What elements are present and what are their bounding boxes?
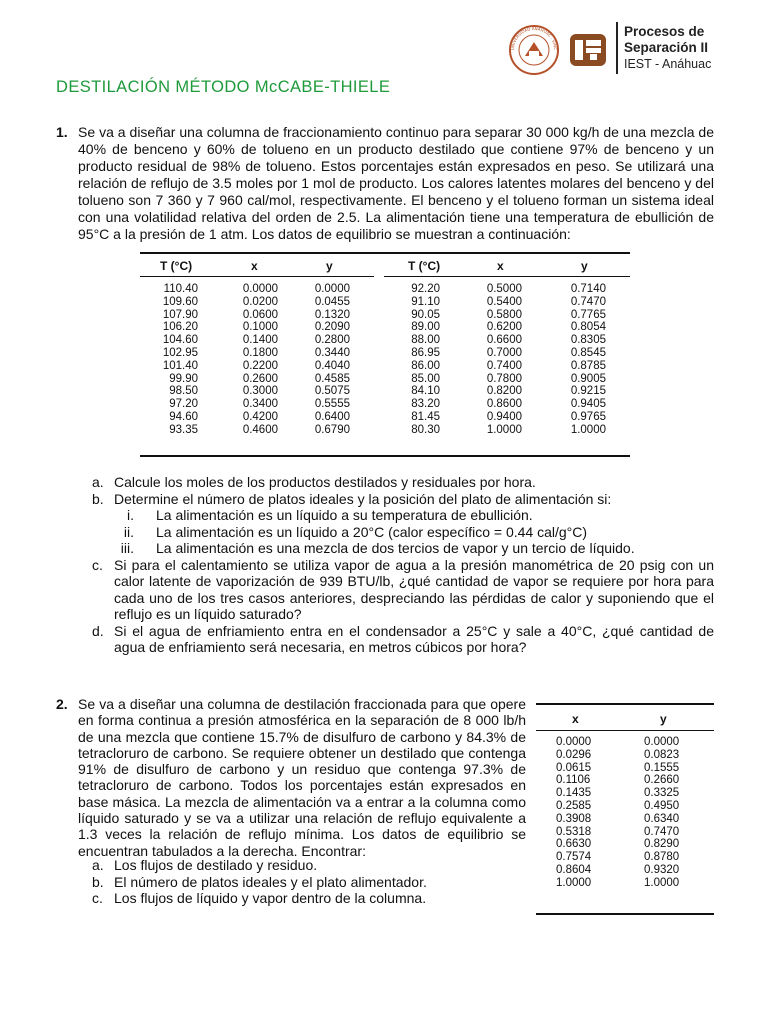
iest-logo-icon bbox=[568, 30, 608, 70]
table-header-rule-right bbox=[384, 276, 630, 277]
table-cell: 0.4950 bbox=[644, 799, 680, 812]
table-cell: 0.8290 bbox=[644, 838, 680, 851]
table-cell: 1.0000 bbox=[644, 876, 680, 889]
table-cell: 0.0600 bbox=[242, 308, 278, 321]
table-cell: 0.7470 bbox=[644, 825, 680, 838]
list-item bbox=[92, 474, 714, 491]
item-label: a. bbox=[92, 857, 104, 873]
table-cell: 0.5400 bbox=[486, 295, 522, 308]
problem-1-statement: Se va a diseñar una columna de fraccionamiento continuo para separar 30 000 kg/h de una mezcla de 40% de benceno y 60% de tolueno en un producto destilado que contiene 97% de benceno y un producto residual de 98% de tolueno. Estos porcentajes están expresados en peso. Se utilizará una relación de reflujo de 3.5 moles por 1 mol de producto. Los calores latentes molares del benceno y del tolueno son 7 360 y 7 960 cal/mol, respectivamente. El benceno y el tolueno forman un sistema ideal con una volatilidad relativa del orden de 2.5. La alimentación tiene una temperatura de ebullición de 95°C a la presión de 1 atm. Los datos de equilibrio se muestran a continuación: bbox=[78, 124, 714, 242]
table-cell: 0.0000 bbox=[242, 283, 278, 295]
table-cell: 98.50 bbox=[169, 385, 198, 398]
table-cell: 0.6790 bbox=[314, 423, 350, 436]
table-cell: 0.7800 bbox=[486, 372, 522, 385]
table-cell: 93.35 bbox=[169, 423, 198, 436]
table-bottom-rule bbox=[140, 455, 630, 457]
item-label: d. bbox=[92, 622, 104, 639]
seal-text: UNIVERSIDAD ANÁHUAC · VINC bbox=[509, 25, 559, 51]
table-cell: 0.8200 bbox=[486, 385, 522, 398]
table-cell: 0.3908 bbox=[556, 812, 592, 825]
table-cell: 104.60 bbox=[162, 334, 198, 347]
column-y2 bbox=[564, 283, 606, 437]
table-cell: 0.2585 bbox=[556, 799, 592, 812]
table-cell: 0.6600 bbox=[486, 334, 522, 347]
table-cell: 0.6340 bbox=[644, 812, 680, 825]
table-cell: 1.0000 bbox=[570, 423, 606, 436]
table-cell: 0.0615 bbox=[556, 761, 592, 774]
table-cell: 0.2090 bbox=[314, 321, 350, 334]
table-cell: 0.5800 bbox=[486, 308, 522, 321]
table-cell: 0.6630 bbox=[556, 838, 592, 851]
page-title: DESTILACIÓN MÉTODO McCABE-THIELE bbox=[56, 78, 391, 96]
list-item bbox=[92, 874, 492, 891]
table-cell: 0.8054 bbox=[570, 321, 606, 334]
university-seal-icon bbox=[508, 24, 560, 76]
table-cell: 0.7140 bbox=[570, 283, 606, 295]
table-cell: 97.20 bbox=[169, 398, 198, 411]
table-cell: 92.20 bbox=[411, 283, 440, 295]
item-text: La alimentación es un líquido a su temperatura de ebullición. bbox=[156, 507, 533, 523]
table-top-rule bbox=[536, 703, 714, 705]
table-cell: 0.0455 bbox=[314, 295, 350, 308]
sub-list-item bbox=[92, 540, 714, 557]
table-cell: 0.2660 bbox=[644, 774, 680, 787]
item-label: iii. bbox=[120, 540, 134, 556]
table-cell: 0.8780 bbox=[644, 851, 680, 864]
col-header-x1: x bbox=[251, 259, 258, 273]
item-label: c. bbox=[92, 890, 103, 906]
table-cell: 1.0000 bbox=[486, 423, 522, 436]
item-text: Si para el calentamiento se utiliza vapor de agua a la presión manométrica de 20 psig con un calor latente de vaporización de 939 BTU/lb, ¿qué cantidad de vapor se requiere por hora para cada uno de los tres casos anteriores, despreciando las pérdidas de calor y suponiendo que el reflujo es un líquido saturado? bbox=[114, 556, 714, 622]
table-cell: 81.45 bbox=[411, 410, 440, 423]
table-cell: 85.00 bbox=[411, 372, 440, 385]
table-cell: 86.00 bbox=[411, 359, 440, 372]
column-x2 bbox=[480, 283, 522, 437]
table-cell: 0.0000 bbox=[644, 736, 680, 748]
item-text: La alimentación es un líquido a 20°C (calor específico = 0.44 cal/g°C) bbox=[156, 523, 588, 540]
table-cell: 0.0000 bbox=[314, 283, 350, 295]
item-text: Determine el número de platos ideales y la posición del plato de alimentación si: bbox=[114, 490, 612, 507]
table-cell: 0.2600 bbox=[242, 372, 278, 385]
item-label: b. bbox=[92, 490, 104, 507]
table-header-rule bbox=[536, 730, 714, 731]
col-header-x: x bbox=[572, 712, 579, 726]
item-label: i. bbox=[127, 507, 134, 523]
table-cell: 106.20 bbox=[162, 321, 198, 334]
table-cell: 0.0823 bbox=[644, 748, 680, 761]
table-cell: 83.20 bbox=[411, 398, 440, 411]
table-cell: 0.9765 bbox=[570, 410, 606, 423]
table-cell: 0.7574 bbox=[556, 851, 592, 864]
table-cell: 99.90 bbox=[169, 372, 198, 385]
table-cell: 0.1555 bbox=[644, 761, 680, 774]
institution-name: IEST - Anáhuac bbox=[624, 57, 712, 71]
table-header-rule-left bbox=[140, 276, 374, 277]
table-cell: 0.9005 bbox=[570, 372, 606, 385]
list-item bbox=[92, 491, 714, 508]
table-cell: 110.40 bbox=[163, 283, 198, 295]
table-cell: 0.4200 bbox=[242, 410, 278, 423]
column-y bbox=[644, 736, 694, 890]
col-header-y: y bbox=[660, 712, 667, 726]
col-header-x2: x bbox=[497, 259, 504, 273]
table-cell: 0.8604 bbox=[556, 863, 592, 876]
equilibrium-table-2 bbox=[536, 703, 714, 915]
item-label: ii. bbox=[123, 523, 134, 540]
header-logos bbox=[508, 20, 612, 78]
table-cell: 0.3400 bbox=[242, 398, 278, 411]
problem-1-questions bbox=[92, 474, 714, 656]
item-text: La alimentación es una mezcla de dos tercios de vapor y un tercio de líquido. bbox=[156, 540, 635, 556]
list-item bbox=[92, 557, 714, 623]
item-text: Calcule los moles de los productos destilados y residuales por hora. bbox=[114, 474, 536, 490]
column-x1 bbox=[236, 283, 278, 437]
table-cell: 0.9320 bbox=[644, 863, 680, 876]
table-cell: 0.9215 bbox=[570, 385, 606, 398]
column-t1 bbox=[160, 283, 198, 437]
table-cell: 80.30 bbox=[411, 423, 440, 436]
table-cell: 107.90 bbox=[162, 308, 198, 321]
header-divider bbox=[616, 22, 618, 74]
table-cell: 0.5075 bbox=[314, 385, 350, 398]
problem-2-number: 2. bbox=[56, 696, 68, 712]
table-cell: 89.00 bbox=[411, 321, 440, 334]
table-cell: 86.95 bbox=[411, 346, 440, 359]
table-top-rule bbox=[140, 252, 630, 254]
item-label: c. bbox=[92, 556, 103, 573]
table-cell: 0.3440 bbox=[314, 346, 350, 359]
course-title-line2: Separación II bbox=[624, 40, 709, 55]
table-cell: 88.00 bbox=[411, 334, 440, 347]
sub-list-item bbox=[92, 507, 714, 524]
table-cell: 1.0000 bbox=[556, 876, 592, 889]
table-cell: 0.5318 bbox=[556, 825, 592, 838]
table-cell: 0.1435 bbox=[556, 787, 592, 800]
table-cell: 0.1800 bbox=[242, 346, 278, 359]
table-cell: 0.8545 bbox=[570, 346, 606, 359]
item-label: a. bbox=[92, 474, 104, 490]
table-cell: 0.3000 bbox=[242, 385, 278, 398]
sub-list-item bbox=[92, 524, 714, 541]
item-text: Si el agua de enfriamiento entra en el condensador a 25°C y sale a 40°C, ¿qué cantidad de agua de enfriamiento será necesaria, en metros cúbicos por hora? bbox=[114, 622, 714, 655]
list-item bbox=[92, 890, 492, 907]
table-cell: 0.0000 bbox=[556, 736, 592, 748]
problem-2-questions bbox=[92, 857, 492, 907]
col-header-t1: T (°C) bbox=[160, 259, 193, 273]
table-cell: 0.1320 bbox=[314, 308, 350, 321]
table-cell: 0.8305 bbox=[570, 334, 606, 347]
table-cell: 0.0200 bbox=[242, 295, 278, 308]
table-cell: 0.7400 bbox=[486, 359, 522, 372]
table-cell: 0.6400 bbox=[314, 410, 350, 423]
col-header-y1: y bbox=[326, 259, 333, 273]
table-cell: 0.7765 bbox=[570, 308, 606, 321]
column-x bbox=[556, 736, 606, 890]
table-cell: 94.60 bbox=[169, 410, 198, 423]
problem-1-number: 1. bbox=[56, 124, 68, 140]
table-cell: 0.5555 bbox=[314, 398, 350, 411]
table-cell: 0.8785 bbox=[570, 359, 606, 372]
list-item bbox=[92, 857, 492, 874]
table-cell: 90.05 bbox=[411, 308, 440, 321]
table-cell: 0.0296 bbox=[556, 748, 592, 761]
table-cell: 0.7470 bbox=[570, 295, 606, 308]
table-cell: 0.6200 bbox=[486, 321, 522, 334]
table-cell: 109.60 bbox=[162, 295, 198, 308]
table-cell: 91.10 bbox=[411, 295, 440, 308]
table-cell: 0.3325 bbox=[644, 787, 680, 800]
course-header bbox=[624, 24, 764, 72]
list-item bbox=[92, 623, 714, 656]
course-title-line1: Procesos de bbox=[624, 24, 705, 39]
table-cell: 102.95 bbox=[162, 346, 198, 359]
table-cell: 0.7000 bbox=[486, 346, 522, 359]
table-bottom-rule bbox=[536, 913, 714, 915]
table-cell: 0.8600 bbox=[486, 398, 522, 411]
col-header-y2: y bbox=[581, 259, 588, 273]
table-cell: 0.1000 bbox=[242, 321, 278, 334]
table-cell: 0.1400 bbox=[242, 334, 278, 347]
item-text: El número de platos ideales y el plato alimentador. bbox=[114, 873, 427, 890]
problem-2-statement: Se va a diseñar una columna de destilación fraccionada para que opere en forma continua a presión atmosférica en la separación de 8 000 lb/h de una mezcla que contiene 15.7% de disulfuro de carbono y 84.3% de tetracloruro de carbono. Se requiere obtener un destilado que contenga 91% de disulfuro de carbono y un residuo que contenga 97.3% de tetracloruro de carbono. Todos los porcentajes están expresados en base másica. La mezcla de alimentación va a entrar a la columna como líquido saturado y se va a utilizar una relación de reflujo equivalente a 1.3 veces la relación de reflujo mínima. Los datos de equilibrio se encuentran tabulados a la derecha. Encontrar: bbox=[78, 696, 526, 859]
table-cell: 0.4040 bbox=[314, 359, 350, 372]
item-text: Los flujos de líquido y vapor dentro de la columna. bbox=[114, 890, 427, 906]
table-cell: 0.2200 bbox=[242, 359, 278, 372]
col-header-t2: T (°C) bbox=[408, 259, 441, 273]
item-text: Los flujos de destilado y residuo. bbox=[114, 857, 318, 873]
column-t2 bbox=[402, 283, 440, 437]
table-cell: 0.2800 bbox=[314, 334, 350, 347]
table-cell: 101.40 bbox=[162, 359, 198, 372]
table-cell: 84.10 bbox=[411, 385, 440, 398]
table-cell: 0.4585 bbox=[314, 372, 350, 385]
column-y1 bbox=[308, 283, 350, 437]
table-cell: 0.1106 bbox=[556, 774, 591, 787]
table-cell: 0.9400 bbox=[486, 410, 522, 423]
table-cell: 0.9405 bbox=[570, 398, 606, 411]
item-label: b. bbox=[92, 873, 104, 890]
table-cell: 0.5000 bbox=[486, 283, 522, 295]
table-cell: 0.4600 bbox=[242, 423, 278, 436]
